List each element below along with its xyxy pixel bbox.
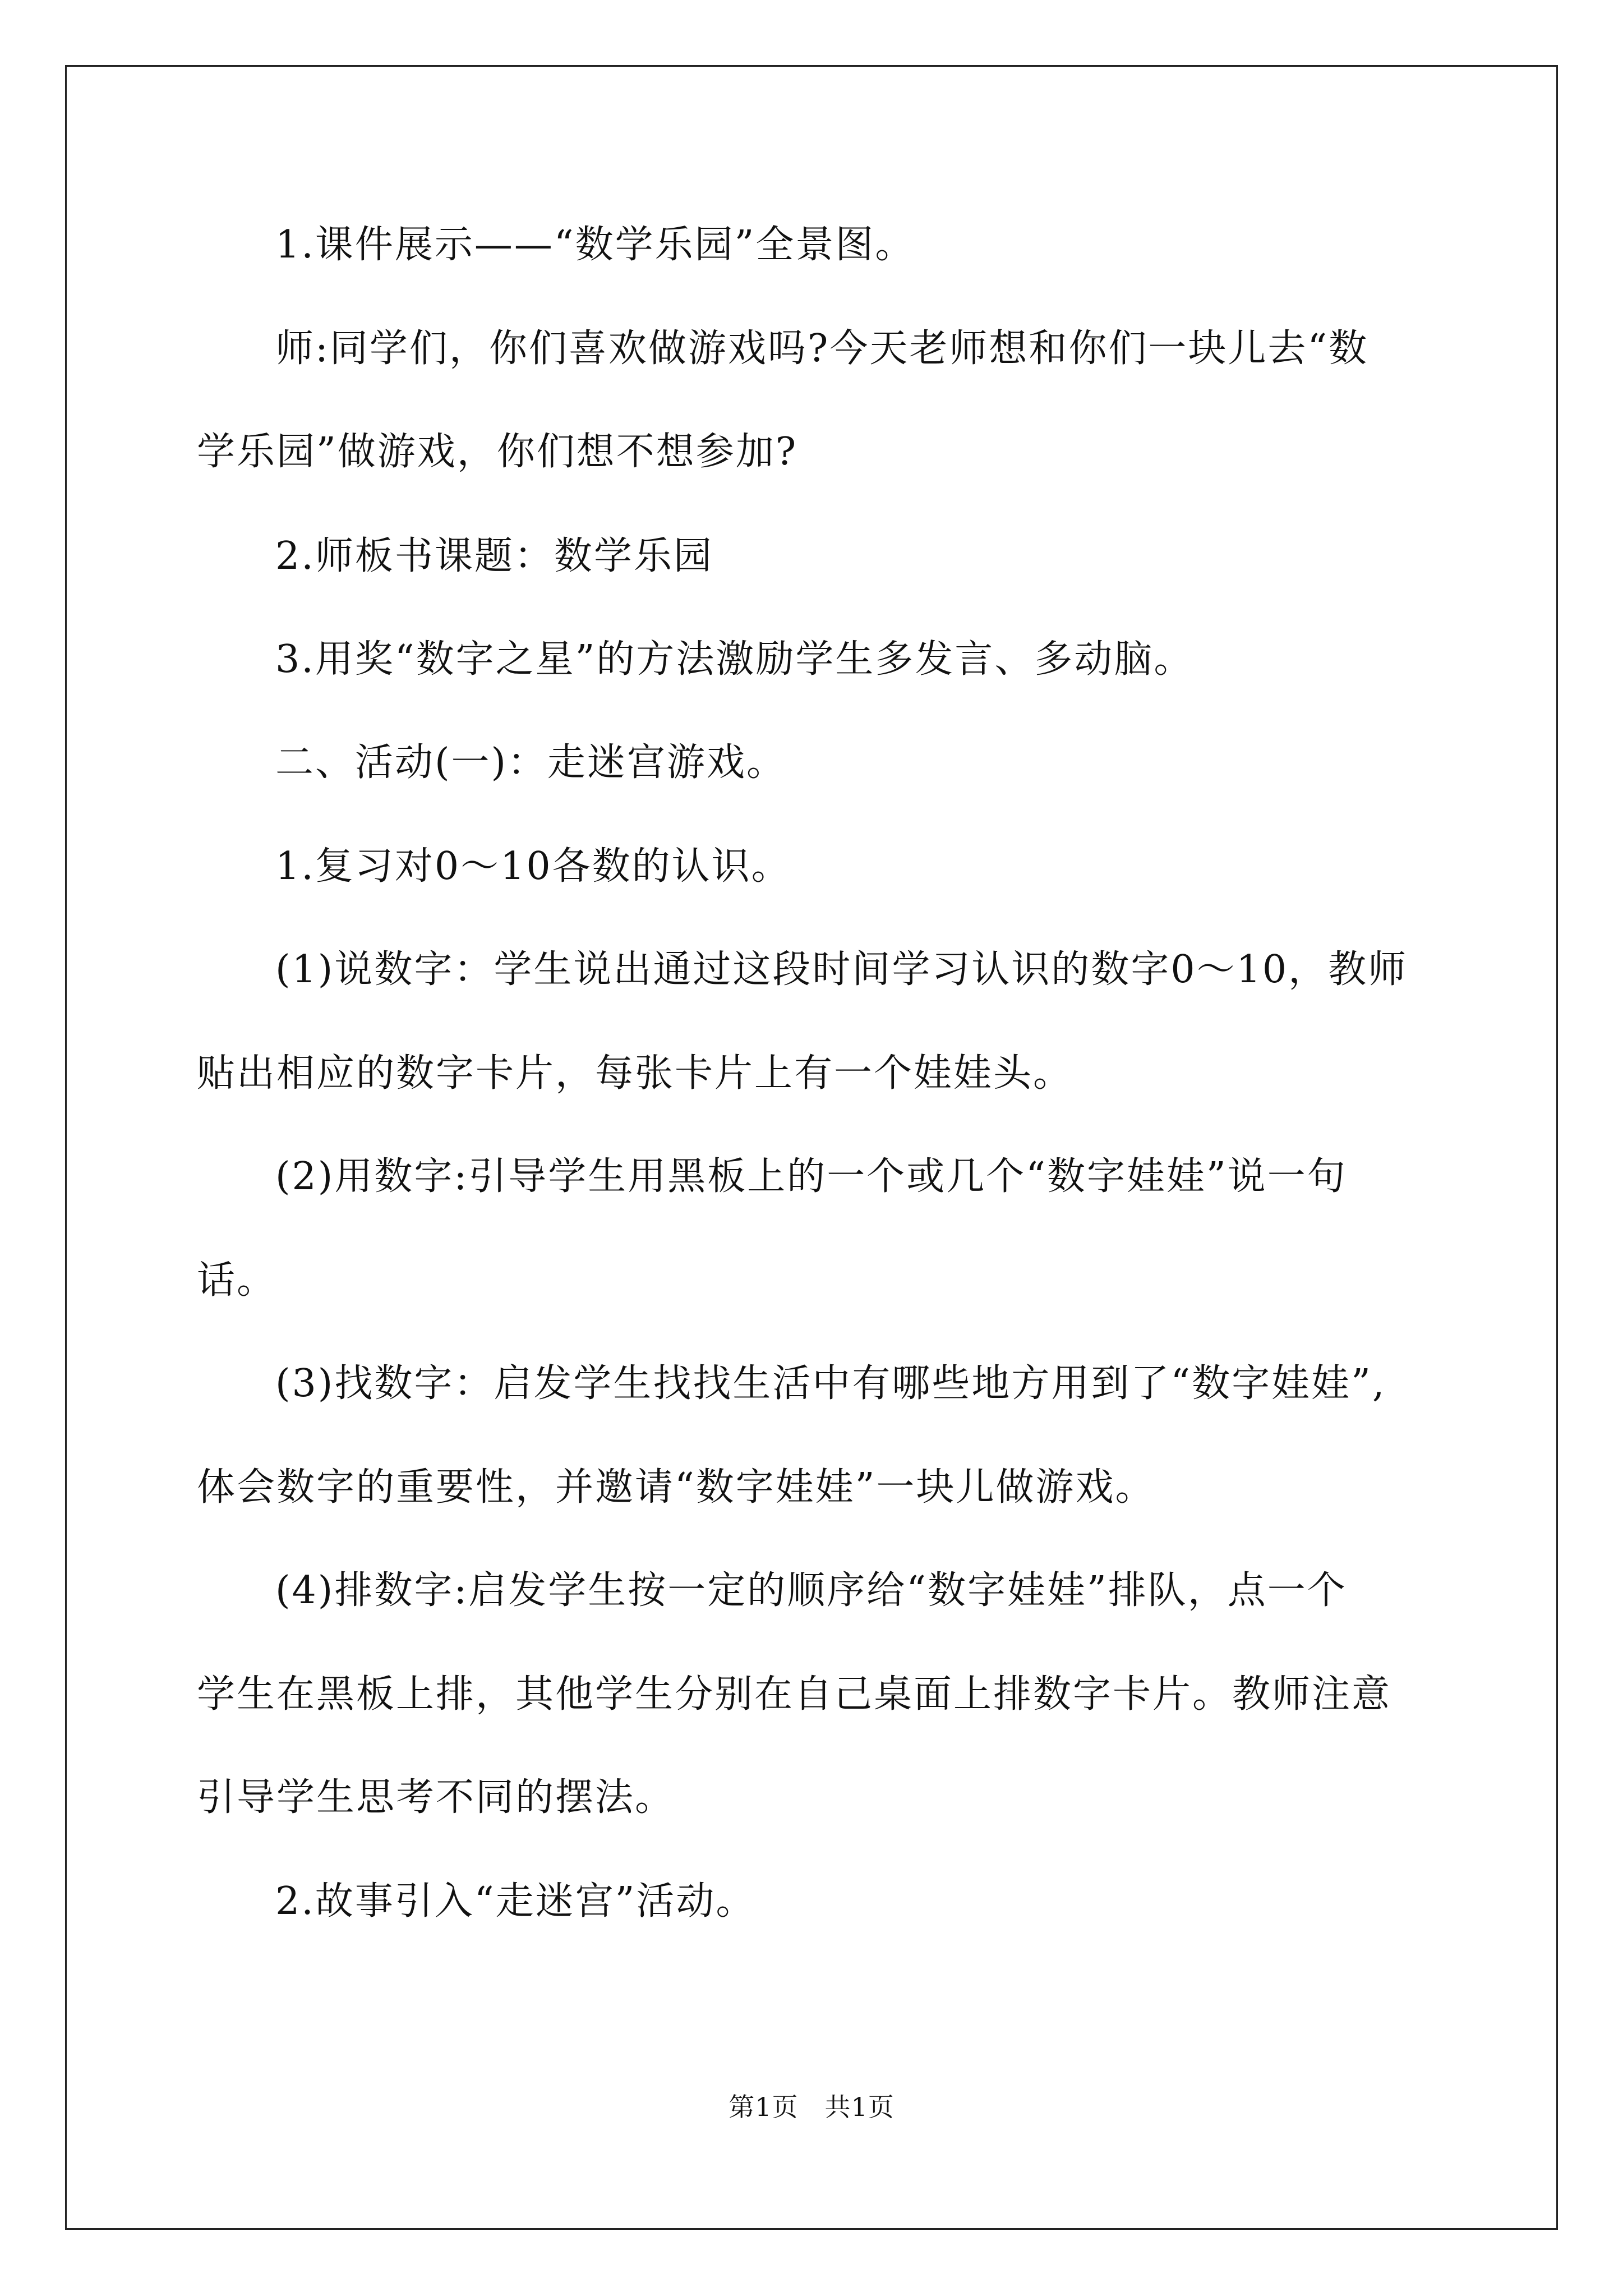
text-line: (1)说数字：学生说出通过这段时间学习认识的数字0～10，教师: [275, 947, 1408, 992]
text-line: (2)用数字:引导学生用黑板上的一个或几个“数字娃娃”说一句: [275, 1154, 1347, 1199]
text-line: 2.师板书课题：数学乐园: [275, 534, 713, 578]
text-line: 学生在黑板上排，其他学生分别在自己桌面上排数字卡片。教师注意: [197, 1672, 1392, 1717]
text-line: 1.复习对0～10各数的认识。: [275, 844, 791, 889]
text-line: 3.用奖“数字之星”的方法激励学生多发言、多动脑。: [275, 637, 1194, 682]
text-line: 2.故事引入“走迷宫”活动。: [275, 1879, 756, 1924]
text-line: 师:同学们，你们喜欢做游戏吗?今天老师想和你们一块儿去“数: [275, 326, 1369, 371]
text-line: 学乐园”做游戏，你们想不想参加?: [197, 430, 798, 474]
text-line: 引导学生思考不同的摆法。: [197, 1775, 675, 1820]
text-line: (3)找数字：启发学生找找生活中有哪些地方用到了“数字娃娃”,: [275, 1361, 1386, 1406]
page-footer: 第1页 共1页: [728, 2092, 895, 2122]
section-heading: 二、活动(一)：走迷宫游戏。: [275, 740, 787, 785]
text-line: 1.课件展示——“数学乐园”全景图。: [275, 223, 915, 267]
text-line: 话。: [197, 1258, 277, 1303]
text-line: (4)排数字:启发学生按一定的顺序给“数字娃娃”排队，点一个: [275, 1568, 1347, 1613]
text-line: 体会数字的重要性，并邀请“数字娃娃”一块儿做游戏。: [197, 1465, 1155, 1510]
text-line: 贴出相应的数字卡片，每张卡片上有一个娃娃头。: [197, 1051, 1073, 1096]
